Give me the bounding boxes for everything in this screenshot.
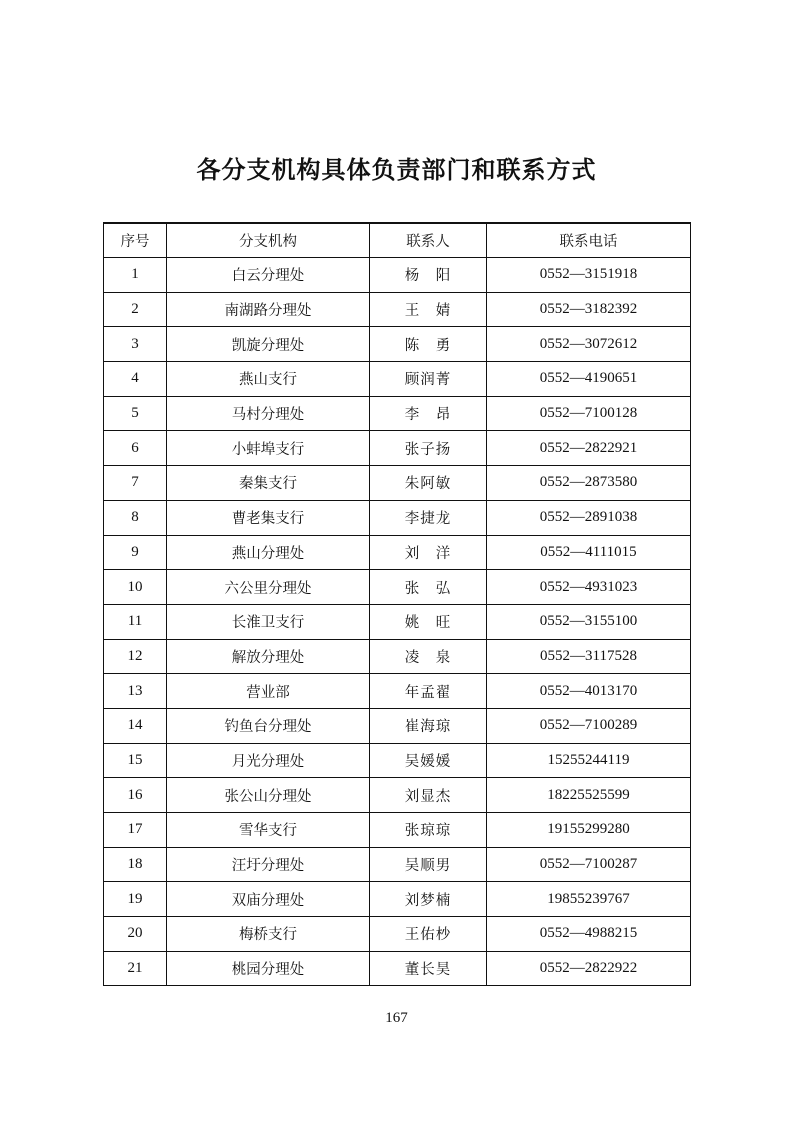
- table-row: [104, 431, 691, 466]
- branch-cell: 曹老集支行: [167, 500, 370, 535]
- seq-cell: 19: [104, 882, 167, 917]
- branch-cell: 秦集支行: [167, 466, 370, 501]
- branch-cell: 燕山支行: [167, 362, 370, 397]
- branch-cell: 桃园分理处: [167, 951, 370, 986]
- phone-cell: 0552—4931023: [487, 570, 691, 605]
- contact-cell: 王佑杪: [370, 917, 487, 952]
- table-row: [104, 951, 691, 986]
- phone-cell: 0552—3072612: [487, 327, 691, 362]
- seq-cell: 1: [104, 258, 167, 293]
- table-row: [104, 570, 691, 605]
- table-row: [104, 674, 691, 709]
- seq-cell: 13: [104, 674, 167, 709]
- seq-cell: 7: [104, 466, 167, 501]
- contact-cell: 顾润菁: [370, 362, 487, 397]
- phone-cell: 0552—3155100: [487, 604, 691, 639]
- table-row: [104, 500, 691, 535]
- seq-cell: 17: [104, 813, 167, 848]
- contact-table: [103, 222, 691, 986]
- branch-cell: 解放分理处: [167, 639, 370, 674]
- seq-cell: 6: [104, 431, 167, 466]
- header-seq: 序号: [104, 223, 167, 258]
- contact-cell: 刘梦楠: [370, 882, 487, 917]
- contact-cell: 李 昂: [370, 396, 487, 431]
- contact-cell: 陈 勇: [370, 327, 487, 362]
- contact-cell: 朱阿敏: [370, 466, 487, 501]
- contact-cell: 刘 洋: [370, 535, 487, 570]
- table-row: [104, 813, 691, 848]
- table-row: [104, 292, 691, 327]
- header-phone: 联系电话: [487, 223, 691, 258]
- branch-cell: 凯旋分理处: [167, 327, 370, 362]
- seq-cell: 21: [104, 951, 167, 986]
- table-row: [104, 396, 691, 431]
- seq-cell: 20: [104, 917, 167, 952]
- table-header-row: [104, 223, 691, 258]
- header-contact: 联系人: [370, 223, 487, 258]
- branch-cell: 营业部: [167, 674, 370, 709]
- contact-cell: 崔海琼: [370, 708, 487, 743]
- phone-cell: 0552—7100287: [487, 847, 691, 882]
- phone-cell: 0552—7100289: [487, 708, 691, 743]
- seq-cell: 10: [104, 570, 167, 605]
- contact-cell: 吴顺男: [370, 847, 487, 882]
- table-row: [104, 258, 691, 293]
- seq-cell: 18: [104, 847, 167, 882]
- branch-cell: 燕山分理处: [167, 535, 370, 570]
- branch-cell: 张公山分理处: [167, 778, 370, 813]
- phone-cell: 0552—4111015: [487, 535, 691, 570]
- table-row: [104, 466, 691, 501]
- branch-cell: 小蚌埠支行: [167, 431, 370, 466]
- contact-cell: 张子扬: [370, 431, 487, 466]
- contact-cell: 年孟翟: [370, 674, 487, 709]
- seq-cell: 3: [104, 327, 167, 362]
- branch-cell: 汪圩分理处: [167, 847, 370, 882]
- seq-cell: 16: [104, 778, 167, 813]
- phone-cell: 0552—3117528: [487, 639, 691, 674]
- contact-cell: 吴媛媛: [370, 743, 487, 778]
- page-number: 167: [385, 1010, 408, 1026]
- table-row: [104, 778, 691, 813]
- phone-cell: 15255244119: [487, 743, 691, 778]
- seq-cell: 15: [104, 743, 167, 778]
- phone-cell: 18225525599: [487, 778, 691, 813]
- seq-cell: 12: [104, 639, 167, 674]
- table-row: [104, 535, 691, 570]
- phone-cell: 0552—4988215: [487, 917, 691, 952]
- table-row: [104, 708, 691, 743]
- page-title: 各分支机构具体负责部门和联系方式: [196, 156, 597, 184]
- phone-cell: 0552—4013170: [487, 674, 691, 709]
- seq-cell: 4: [104, 362, 167, 397]
- contact-cell: 杨 阳: [370, 258, 487, 293]
- branch-cell: 雪华支行: [167, 813, 370, 848]
- branch-cell: 南湖路分理处: [167, 292, 370, 327]
- branch-cell: 六公里分理处: [167, 570, 370, 605]
- branch-cell: 双庙分理处: [167, 882, 370, 917]
- contact-cell: 张 弘: [370, 570, 487, 605]
- branch-cell: 钓鱼台分理处: [167, 708, 370, 743]
- seq-cell: 5: [104, 396, 167, 431]
- branch-cell: 梅桥支行: [167, 917, 370, 952]
- table-row: [104, 917, 691, 952]
- table-row: [104, 743, 691, 778]
- contact-cell: 姚 旺: [370, 604, 487, 639]
- seq-cell: 11: [104, 604, 167, 639]
- phone-cell: 0552—2822921: [487, 431, 691, 466]
- phone-cell: 19155299280: [487, 813, 691, 848]
- table-row: [104, 327, 691, 362]
- contact-cell: 刘显杰: [370, 778, 487, 813]
- contact-cell: 张琼琼: [370, 813, 487, 848]
- seq-cell: 2: [104, 292, 167, 327]
- contact-cell: 董长昊: [370, 951, 487, 986]
- phone-cell: 0552—2873580: [487, 466, 691, 501]
- phone-cell: 0552—3151918: [487, 258, 691, 293]
- contact-cell: 凌 泉: [370, 639, 487, 674]
- table-body: [104, 258, 691, 986]
- contact-cell: 王 婧: [370, 292, 487, 327]
- phone-cell: 0552—2891038: [487, 500, 691, 535]
- table-row: [104, 639, 691, 674]
- phone-cell: 19855239767: [487, 882, 691, 917]
- table-row: [104, 604, 691, 639]
- table-row: [104, 847, 691, 882]
- branch-cell: 长淮卫支行: [167, 604, 370, 639]
- branch-cell: 白云分理处: [167, 258, 370, 293]
- contact-cell: 李捷龙: [370, 500, 487, 535]
- seq-cell: 8: [104, 500, 167, 535]
- seq-cell: 9: [104, 535, 167, 570]
- phone-cell: 0552—3182392: [487, 292, 691, 327]
- phone-cell: 0552—2822922: [487, 951, 691, 986]
- table-row: [104, 362, 691, 397]
- phone-cell: 0552—7100128: [487, 396, 691, 431]
- phone-cell: 0552—4190651: [487, 362, 691, 397]
- seq-cell: 14: [104, 708, 167, 743]
- header-branch: 分支机构: [167, 223, 370, 258]
- branch-cell: 月光分理处: [167, 743, 370, 778]
- branch-cell: 马村分理处: [167, 396, 370, 431]
- table-row: [104, 882, 691, 917]
